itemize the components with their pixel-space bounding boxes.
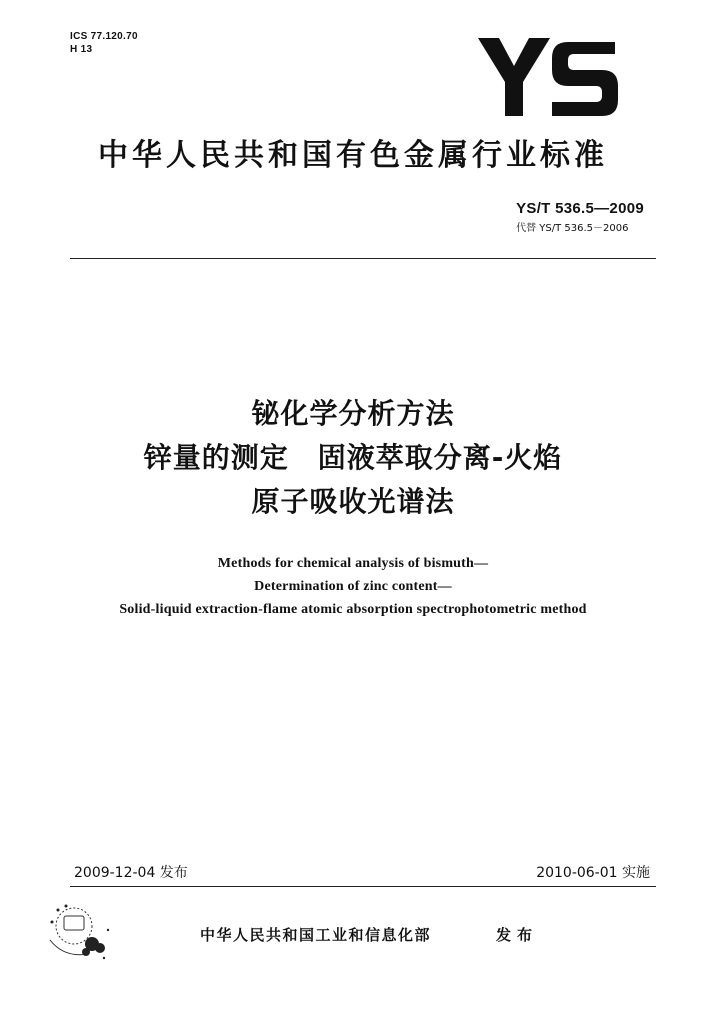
issue-date: 2009-12-04 发布 bbox=[74, 865, 188, 881]
implementation-date: 2010-06-01 实施 bbox=[536, 865, 650, 881]
issuing-authority: 中华人民共和国工业和信息化部 bbox=[200, 926, 432, 944]
anti-counterfeit-stamp bbox=[44, 900, 116, 962]
class-code: H 13 bbox=[70, 44, 93, 55]
english-title-line-3: Solid-liquid extraction-flame atomic absorption spectrophotometric method bbox=[119, 602, 587, 617]
replaces-standard: 代替 YS/T 536.5－2006 bbox=[516, 223, 629, 234]
chinese-title-line-2: 锌量的测定 固液萃取分离-火焰 bbox=[143, 441, 563, 474]
ics-code: ICS 77.120.70 bbox=[70, 31, 138, 42]
chinese-title-line-3: 原子吸收光谱法 bbox=[251, 485, 455, 518]
ys-logo bbox=[478, 38, 618, 116]
organization-title: 中华人民共和国有色金属行业标准 bbox=[98, 138, 608, 173]
classification-codes bbox=[70, 30, 138, 56]
english-title bbox=[0, 552, 706, 621]
top-divider bbox=[70, 258, 656, 259]
english-title-line-1: Methods for chemical analysis of bismuth— bbox=[217, 556, 489, 571]
chinese-title bbox=[0, 392, 706, 524]
standard-number: YS/T 536.5—2009 bbox=[516, 200, 644, 217]
bottom-divider bbox=[70, 886, 656, 887]
issue-label: 发布 bbox=[496, 926, 539, 944]
standard-number-block bbox=[516, 200, 644, 234]
english-title-line-2: Determination of zinc content— bbox=[254, 579, 452, 594]
chinese-title-line-1: 铋化学分析方法 bbox=[251, 397, 455, 430]
